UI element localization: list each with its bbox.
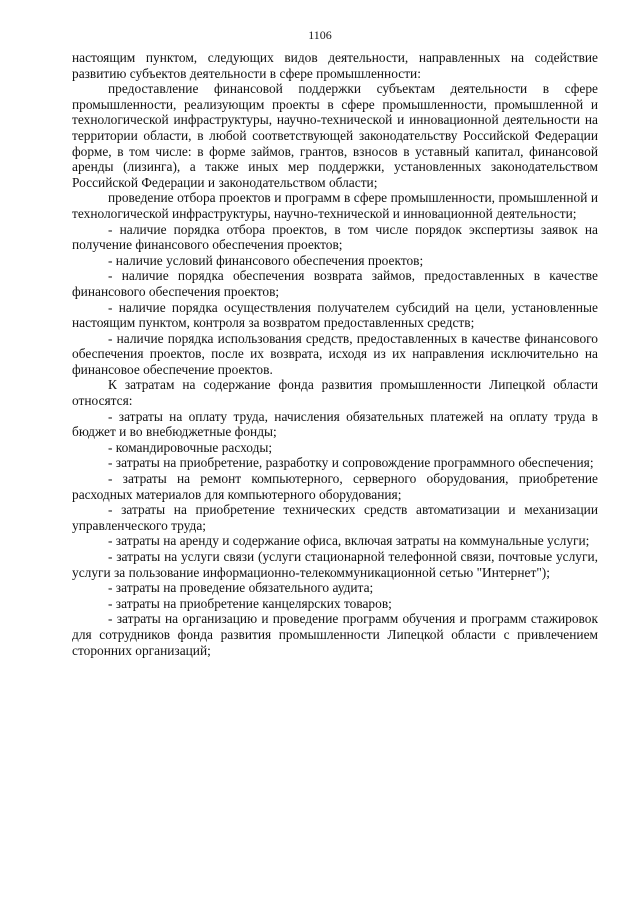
list-item: - затраты на проведение обязательного аудита; [108, 580, 374, 596]
document-body [72, 50, 598, 658]
list-item: - затраты на организацию и проведение программ обучения и программ стажировок для сотрудников фонда развития промышленности Липецкой области с привлечением сторонних организаций; [72, 611, 598, 658]
list-item: - наличие порядка обеспечения возврата займов, предоставленных в качестве финансового обеспечения проектов; [72, 268, 598, 299]
list-item: - затраты на оплату труда, начисления обязательных платежей на оплату труда в бюджет и во внебюджетные фонды; [72, 408, 598, 440]
list-item: - затраты на аренду и содержание офиса, включая затраты на коммунальные услуги; [108, 533, 590, 549]
page-number: 1106 [308, 28, 332, 42]
list-item: - затраты на приобретение канцелярских товаров; [108, 595, 392, 611]
list-item: - затраты на приобретение, разработку и сопровождение программного обеспечения; [108, 455, 594, 471]
list-item: - затраты на ремонт компьютерного, серверного оборудования, приобретение расходных материалов для компьютерного оборудования; [72, 471, 598, 502]
list-item: - командировочные расходы; [108, 439, 273, 455]
list-item: - затраты на приобретение технических средств автоматизации и механизации управленческого труда; [72, 502, 598, 533]
list-item: - наличие условий финансового обеспечения проектов; [108, 252, 424, 268]
list-item: - затраты на услуги связи (услуги стационарной телефонной связи, почтовые услуги, услуги за пользование информационно-телекоммуникационной сетью "Интернет"); [72, 549, 598, 580]
paragraph: К затратам на содержание фонда развития промышленности Липецкой области относятся: [72, 377, 598, 409]
paragraph: предоставление финансовой поддержки субъектам деятельности в сфере промышленности, реализующим проекты в сфере промышленности, промышленной и технологической инфраструктуры, научно-технической и инновационной деятельности на территории области, в любой соответствующей законодательству Российской Федерации форме, в том числе: в форме займов, грантов, взносов в уставный капитал, финансовой аренды (лизинга), а также иных мер поддержки, установленных законодательством Российской Федерации и законодательством области; [72, 81, 598, 190]
paragraph: проведение отбора проектов и программ в сфере промышленности, промышленной и технологической инфраструктуры, научно-технической и инновационной деятельности; [72, 190, 598, 221]
paragraph: настоящим пунктом, следующих видов деятельности, направленных на содействие развитию субъектов деятельности в сфере промышленности: [72, 50, 598, 81]
list-item: - наличие порядка отбора проектов, в том числе порядок экспертизы заявок на получение финансового обеспечения проектов; [72, 221, 598, 253]
list-item: - наличие порядка использования средств, предоставленных в качестве финансового обеспечения проектов, после их возврата, исходя из их направления исключительно на финансовое обеспечение проектов. [72, 330, 598, 377]
list-item: - наличие порядка осуществления получателем субсидий на цели, установленные настоящим пунктом, контроля за возвратом предоставленных средств; [72, 299, 598, 331]
